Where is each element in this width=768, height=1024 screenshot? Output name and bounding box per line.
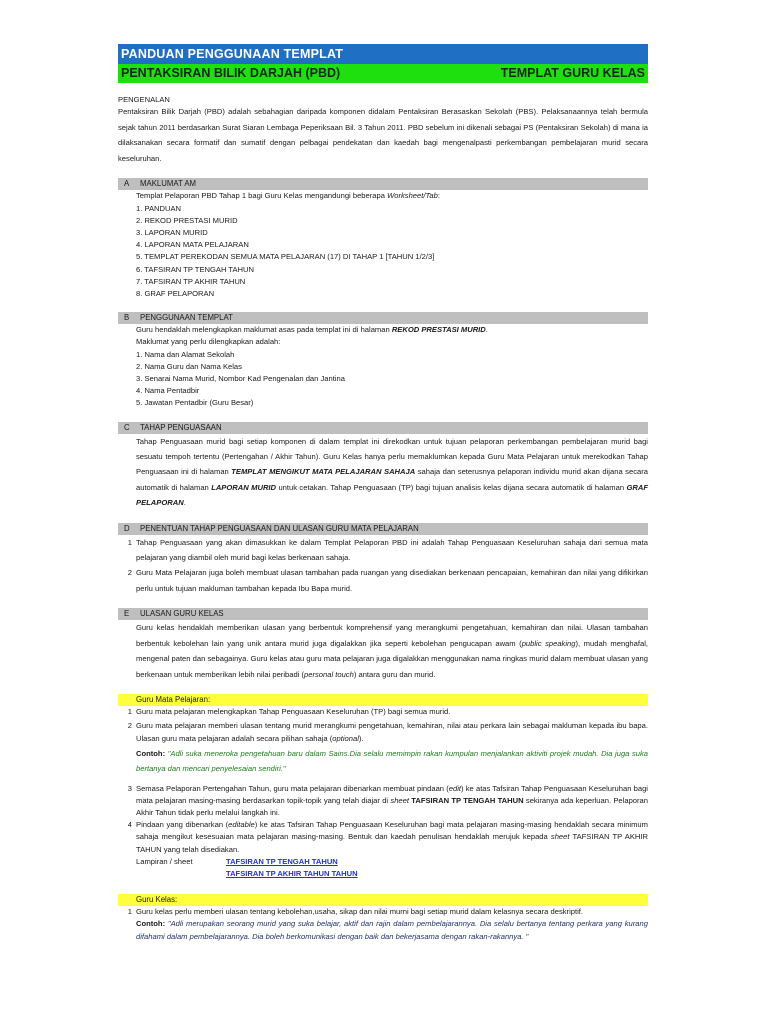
list-item: 2. Nama Guru dan Nama Kelas [136,361,242,371]
guru-kelas-contoh [118,918,648,943]
guru-mp-contoh [118,746,648,777]
list-number: 2 [127,568,132,578]
document-title: PANDUAN PENGGUNAAN TEMPLAT [118,44,648,64]
link-tafsiran-akhir-tahun[interactable]: TAFSIRAN TP AKHIR TAHUN TAHUN [226,868,358,878]
section-c-bold-3: GRAF PELAPORAN [136,482,648,508]
section-e-header [118,608,648,620]
list-item: 1. Nama dan Alamat Sekolah [136,349,235,359]
section-a-header [118,178,648,190]
guru-mp-item4-a: Pindaan yang dibenarkan ( [136,820,229,830]
list-item: 4. LAPORAN MATA PELAJARAN [136,240,249,250]
section-d-letter: D [124,523,130,533]
list-number: 1 [127,537,132,547]
guru-mp-item4-c: yang telah disediakan. [163,844,240,854]
list-number: 3 [127,783,132,793]
section-c-text-4: . [183,498,186,508]
section-c-text-3: untuk cetakan. Tahap Penguasaan (TP) bagi tujuan analisis kelas dijana secara automatik di halaman [278,482,625,492]
document-page [118,44,648,944]
section-b-lead-bold: REKOD PRESTASI MURID [391,325,486,335]
intro-text: Pentaksiran Bilik Darjah (PBD) adalah sebahagian daripada komponen didalam Pentaksiran Berasaskan Sekolah (PBS). Pelaksanaannya telah bermula sejak tahun 2011 berdasarkan Surat Siaran Lembaga Peperiksaan Bil. 3 Tahun 2011. PBD sebelum ini dikenali sebagai PS (Pentaksiran Sekolah) di mana ia dilaksanakan secara formatif dan sumatif dengan pelbagai pendekatan dan kaedah bagi mengenalpasti perkembangan pembelajaran murid secara keseluruhan. [118,107,648,163]
list-text [136,719,648,746]
list-item [118,706,648,719]
list-number: 2 [127,720,132,730]
list-text: Guru Mata Pelajaran juga boleh membuat ulasan tambahan pada ruangan yang disediakan berkenaan pencapaian, kemahiran dan nilai yang difikirkan perlu untuk tujuan makluman tambahan kepada Ibu Bapa murid. [136,568,648,593]
section-d-header [118,523,648,535]
section-b-lead-end: . [485,325,488,335]
section-a-lead [118,190,648,202]
section-c-text-2: sahaja dan seterusnya pelaporan individu murid akan dijana secara automatik di halaman [136,467,648,492]
section-a-letter: A [124,179,130,189]
section-c-letter: C [124,422,130,432]
list-item: 1. PANDUAN [136,203,182,213]
lampiran-row [118,856,648,880]
section-b-header [118,312,648,324]
list-number: 1 [127,907,132,917]
link-tafsiran-tengah-tahun[interactable]: TAFSIRAN TP TENGAH TAHUN [226,856,338,866]
section-e-title: ULASAN GURU KELAS [140,609,224,619]
list-item: 8. GRAF PELAPORAN [136,289,215,298]
contoh-text: "Adli merupakan seorang murid yang suka belajar, aktif dan rajin dalam pembelajarannya. Dia selalu bertanya tentang perkara yang kurang difahami dalam pembelajarannya. Dia boleh berkomunikasi dengan baik dan bekerjasama dengan rakan-rakannya. " [136,919,648,941]
section-e-text [118,620,648,682]
section-b-sub: Maklumat yang perlu dilengkapkan adalah: [136,337,281,347]
section-c-text-1: Tahap Penguasaan murid bagi setiap komponen di dalam templat ini direkodkan untuk tujuan pelaporan perkembangan pembelajaran murid bagi sesuatu tempoh tertentu (Pertengahan / Akhir Tahun). Guru Kelas hanya perlu memaklumkan kepada Guru Mata Pelajaran untuk merekodkan Tahap Penguasaan ini di halaman [136,436,648,477]
list-text: Guru mata pelajaran melengkapkan Tahap Penguasaan Keseluruhan (TP) bagi semua murid. [136,706,451,716]
guru-mp-item2-a: Guru mata pelajaran memberi ulasan tentang murid merangkumi pengetahuan, kemahiran, nilai atau perkara lain sebagai makluman kepada ibu bapa. Ulasan guru mata pelajaran adalah secara pilihan sahaja ( [136,720,648,744]
document-subtitle-bar [118,64,648,83]
lampiran-links [226,856,358,880]
guru-mp-item3-sheet: sheet [390,795,409,805]
list-item: 5. Jawatan Pentadbir (Guru Besar) [136,398,254,408]
list-item [118,906,648,918]
guru-mp-item3-a: Semasa Pelaporan Pertengahan Tahun, guru mata pelajaran dibenarkan membuat pindaan ( [136,783,449,793]
contoh-label: Contoh: [136,748,166,758]
list-text: Guru kelas perlu memberi ulasan tentang kebolehan,usaha, sikap dan nilai murni bagi setiap murid dalam kelasnya secara deskriptif. [136,907,584,917]
guru-mp-item3-c: sekiranya ada keperluan. Pelaporan Akhir Tahun tidak perlu melalui langkah ini. [136,795,648,817]
subtitle-right: TEMPLAT GURU KELAS [500,66,645,80]
guru-kelas-heading: Guru Kelas: [118,894,648,906]
guru-mp-item2-italic: optional [332,734,359,744]
list-text: Tahap Penguasaan yang akan dimasukkan ke dalam Templat Pelaporan PBD ini adalah Tahap Penguasaan Keseluruhan sahaja dari semua mata pelajaran yang diambil oleh murid bagi kelas berkenaan sahaja. [136,537,648,563]
section-c-header [118,422,648,434]
section-e-italic-2: personal touch [304,669,354,679]
list-item [118,783,648,820]
list-item: 3. Senarai Nama Murid, Nombor Kad Pengenalan dan Jantina [136,374,345,384]
guru-mp-item3-b: ) ke atas Tafsiran Tahap Penguasaan Keseluruhan bagi mata pelajaran masing-masing berdasarkan topik-topik yang telah diajar di [136,783,648,805]
list-item: 4. Nama Pentadbir [136,386,200,396]
intro-heading: PENGENALAN [118,95,170,104]
section-c-bold-2: LAPORAN MURID [211,482,277,492]
section-a-lead-end: : [437,191,440,201]
list-item [118,535,648,566]
guru-mp-item4-bold: TAFSIRAN TP AKHIR TAHUN [136,832,648,854]
section-a-list [118,203,648,301]
list-item [118,819,648,856]
guru-mp-item4-sheet: sheet [550,832,570,842]
contoh-text: "Adli suka meneroka pengetahuan baru dalam Sains.Dia selalu memimpin rakan kumpulan menjalankan aktiviti projek mudah. Dia juga suka bertanya dan mencari penyelesaian sendiri." [136,748,648,774]
section-d-title: PENENTUAN TAHAP PENGUASAAN DAN ULASAN GURU MATA PELAJARAN [140,523,419,533]
guru-mp-item3-italic: edit [448,783,462,793]
section-a-title: MAKLUMAT AM [140,179,197,189]
guru-mp-item2-b: ). [358,734,364,744]
subtitle-left: PENTAKSIRAN BILIK DARJAH (PBD) [121,66,341,80]
section-e-letter: E [124,609,130,619]
guru-mata-pelajaran-heading: Guru Mata Pelajaran: [118,694,648,706]
list-item [118,565,648,596]
section-e-text-3: ) antara guru dan murid. [353,669,436,679]
section-b-letter: B [124,313,130,323]
section-a-lead-italic: Worksheet/Tab [387,191,438,201]
list-text [136,819,648,856]
section-b-lead [118,324,648,336]
section-e-italic-1: public speaking [521,638,576,648]
list-item: 5. TEMPLAT PEREKODAN SEMUA MATA PELAJARAN (17) DI TAHAP 1 [TAHUN 1/2/3] [136,252,435,262]
section-b-title: PENGGUNAAN TEMPLAT [140,313,233,323]
section-e-text-2: ), mudah menghafal, mengenal paten dan sebagainya. Guru kelas atau guru mata pelajaran juga digalakkan menggunakan nama ringkas murid dalam membuat ulasan yang berkenaan untuk memberikan lebih nilai peribadi ( [136,638,649,679]
list-text [136,783,648,820]
guru-mp-item4-b: ) ke atas Tafsiran Tahap Penguasaan Keseluruhan bagi mata pelajaran masing-masing hendaklah secara minimum sahaja mengikut kesesuaian mata pelajaran masing-masing. Bentuk dan kaedah penulisan hendaklah merujuk kepada [136,820,648,842]
list-number: 4 [127,820,132,830]
section-e-text-1: Guru kelas hendaklah memberikan ulasan yang berbentuk komprehensif yang merangkumi pengetahuan, kemahiran dan nilai. Ulasan tambahan berbentuk kebolehan lain yang unik antara murid juga digalakkan jika seperti kebolehan pengucapan awam ( [136,623,648,648]
section-a-lead-text: Templat Pelaporan PBD Tahap 1 bagi Guru Kelas mengandungi beberapa [136,191,385,201]
section-c-title: TAHAP PENGUASAAN [140,422,222,432]
list-item: 7. TAFSIRAN TP AKHIR TAHUN [136,276,246,286]
section-b-lead-text: Guru hendaklah melengkapkan maklumat asas pada templat ini di halaman [136,325,390,335]
guru-mp-item3-bold: TAFSIRAN TP TENGAH TAHUN [411,795,524,805]
guru-mp-item4-italic: editable [228,820,255,830]
list-item [118,719,648,746]
section-c-bold-1: TEMPLAT MENGIKUT MATA PELAJARAN SAHAJA [231,467,416,477]
section-b-list [118,349,648,410]
list-number: 1 [127,706,132,716]
list-item: 3. LAPORAN MURID [136,227,208,237]
contoh-label: Contoh: [136,919,166,929]
list-item: 2. REKOD PRESTASI MURID [136,215,238,225]
section-c-text [118,434,648,511]
lampiran-label: Lampiran / sheet [136,856,193,866]
list-item: 6. TAFSIRAN TP TENGAH TAHUN [136,264,255,274]
